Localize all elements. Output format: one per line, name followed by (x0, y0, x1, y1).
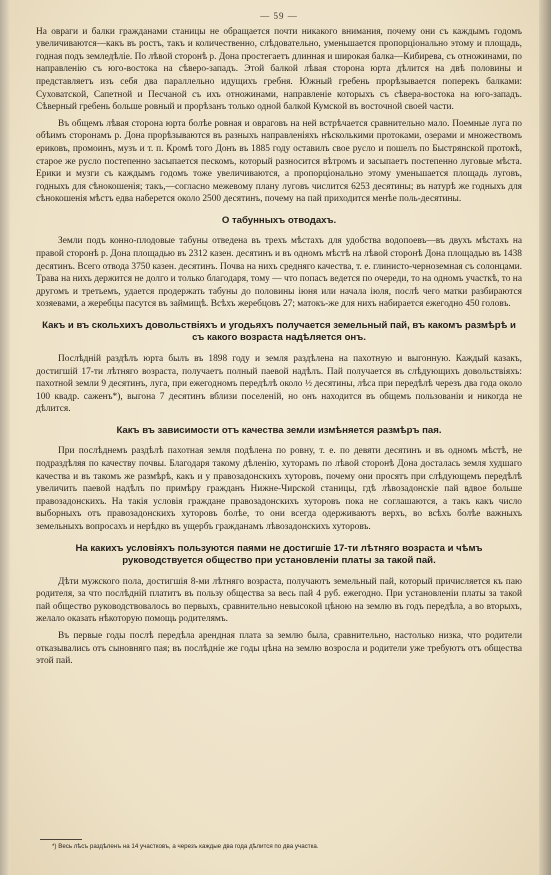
page-content (36, 10, 522, 672)
paragraph: Послѣдній раздѣлъ юрта былъ въ 1898 году и земля раздѣлена на пахотную и выгонную. Каждый казакъ, достигшій 17-ти лѣтняго возраста, получаетъ полный паевой надѣлъ. Пай получается въ слѣдующихъ довольствіяхъ: пахотной земли 9 десятинъ, луга, при ежегодномъ передѣлѣ около ½ десятины, лѣса при передѣлѣ черезъ два года около 100 квадр. саженъ*), выгона 7 десятинъ вблизи поселеній, но онъ находится въ общемъ пользованіи и никогда не дѣлится. (36, 353, 522, 415)
paragraph: Въ общемъ лѣвая сторона юрта болѣе ровная и овраговъ на ней встрѣчается сравнительно мало. Поемные луга по обѣимъ сторонамъ р. Дона прорѣзываются въ разныхъ направленіяхъ нѣсколькими протоками, озерами и множествомъ ериковъ, промоинъ, музъ и т. п. Кромѣ того Донъ въ 1885 году оставилъ свое русло и пошелъ по Быстрянской протокѣ, старое же русло постепенно засыпается пескомъ, который разносится вѣтромъ и засыпаетъ постепенно луговые мѣста. Ерики и музги съ каждымъ годомъ тоже увеличиваются, а пропорціонально этому уменьшается площадь луговъ, годныхъ для сѣнокошенія; такъ,—согласно межевому плану луговъ числится 6253 десятины; въ натурѣ же годныхъ для сѣнокошенія мѣстъ едва наберется около 2500 десятинъ, почему на пай приходится менѣе поль-десятины. (36, 118, 522, 205)
paragraph: Дѣти мужского пола, достигшія 8-ми лѣтняго возраста, получаютъ земельный пай, который причисляется къ паю родителя, за что послѣдній платитъ въ пользу общества за весь пай 4 руб. ежегодно. При установленіи платы за такой пай общество руководствовалось во первыхъ, сравнительно невысокой цѣною на землю въ годъ передѣла, а во вторыхъ, желало оказать нѣкоторую помощь родителямъ. (36, 576, 522, 625)
section-heading: О табунныхъ отводахъ. (221, 214, 337, 226)
footnote: *) Весь лѣсъ раздѣленъ на 14 участковъ, а черезъ каждые два года дѣлится по два участка. (52, 843, 319, 850)
footnote-rule (40, 839, 82, 840)
section-heading: Какъ въ зависимости отъ качества земли измѣняется размѣръ пая. (116, 424, 442, 436)
paragraph: При послѣднемъ раздѣлѣ пахотная земля подѣлена по ровну, т. е. по девяти десятинъ и въ одномъ мѣстѣ, не подраздѣляя по качеству почвы. Благодаря такому дѣленію, хуторамъ по лѣвой сторонѣ Дона досталась земля худшаго качества и въ такомъ же размѣрѣ, какъ и у правозадонскихъ хуторовъ, почему они просятъ при слѣдующемъ передѣлѣ увеличить паевой надѣлъ по примѣру гражданъ Нижне-Чирской станицы, гдѣ лѣвозадонскіе пай вдвое больше правозадонскихъ. На такія условія граждане правозадонскихъ хуторовъ пока не соглашаются, а такъ какъ число выборныхъ отъ правозадонскихъ хуторовъ болѣе, то они всегда одерживаютъ верхъ, во всѣхъ болѣе важныхъ земельныхъ вопросахъ и нерѣдко въ ущербъ гражданамъ лѣвозадонскихъ хуторовъ. (36, 446, 522, 532)
page-edge-right (539, 0, 551, 875)
paragraph: Земли подъ конно-плодовые табуны отведена въ трехъ мѣстахъ для удобства водопоевъ—въ двухъ мѣстахъ на правой сторонѣ р. Дона площадью въ 2312 казен. десятинъ и въ одномъ мѣстѣ на лѣвой сторонѣ Дона площадью въ 1438 десятинъ. Всего отвода 3750 казен. десятинъ. Почва на нихъ средняго качества, т. е. глинисто-черноземная съ солонцами. Трава на нихъ держится не долго и только благодаря, тому — что попасъ ведется по очереди, то на одномъ участкѣ, то на другомъ и третьемъ, удается продержать табуны до половины іюня или начала іюля, послѣ чего матки разбираются хозяевами, а жеребцы пасутся въ займищѣ. Всѣхъ жеребцовъ 27; матокъ-же для нихъ набирается ежегодно 450 головъ. (36, 236, 522, 310)
paragraph: На овраги и балки гражданами станицы не обращается почти никакого внимания, почему они съ каждымъ годомъ увеличиваются—какъ въ ростъ, такъ и количественно, слѣдовательно, уменьшается пропорціонально этому и площадь, годная подъ земледѣліе. По лѣвой сторонѣ р. Дона простегаетъ длинная и широкая балка—Кибирева, съ отножинами, по направленію съ юго-востока на сѣверо-западъ. Этой балкой лѣвая сторона юрта дѣлится на двѣ половины и представляетъ изъ себя два параллельно идущихъ гребня. Южный гребень прорѣзывается поперекъ балками: Суховатской, Сапетной и Песчаной съ ихъ отножинами, направленіе которыхъ съ сѣвера-востока на юго-западъ. Сѣверный гребень больше ровный и прорѣзанъ только одной балкой Кумской въ восточной своей части. (36, 26, 522, 113)
paragraph: Въ первые годы послѣ передѣла арендная плата за землю была, сравнительно, настолько низка, что родители отказывались отъ сыновняго пая; въ послѣдніе же годы цѣна на землю возросла и родители уже требуютъ отъ общества этой пай. (36, 630, 522, 667)
section-heading: На какихъ условіяхъ пользуются паями не достигшіе 17-ти лѣтняго возраста и чѣмъ руководствуется общество при установленіи платы за такой пай. (75, 542, 483, 567)
section-heading: Какъ и въ скольхихъ довольствіяхъ и угодьяхъ получается земельный пай, въ какомъ размѣрѣ и съ какого возраста надѣляется онъ. (42, 319, 516, 344)
page-number: — 59 — (260, 11, 298, 21)
page-edge-left (0, 0, 10, 875)
